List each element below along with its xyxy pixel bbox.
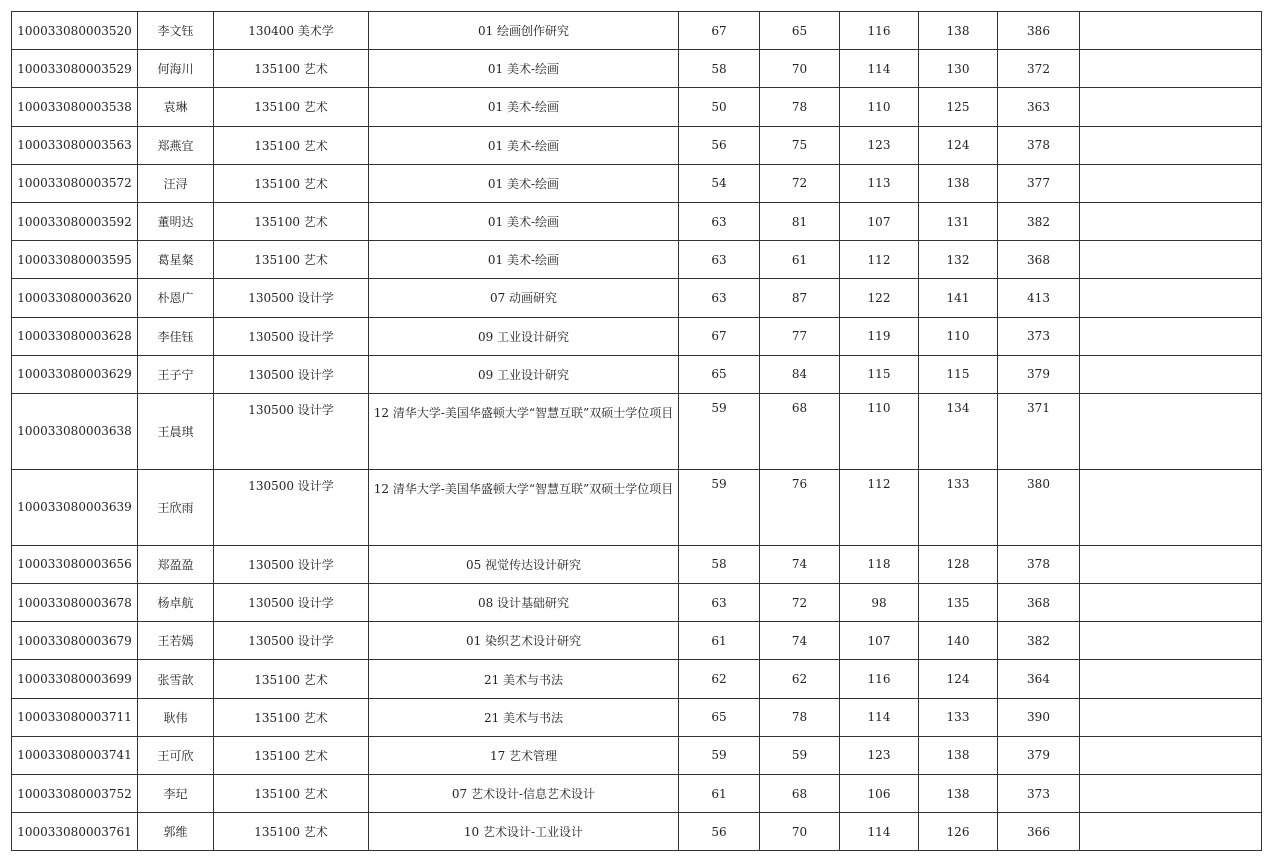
- major-cell: 135100 艺术: [214, 736, 369, 774]
- score4-cell: 132: [919, 241, 998, 279]
- name-cell: 董明达: [138, 202, 214, 240]
- score1-cell: 61: [679, 775, 760, 813]
- direction-cell: 01 美术-绘画: [369, 50, 679, 88]
- score2-cell: 87: [760, 279, 840, 317]
- score4-cell: 125: [919, 88, 998, 126]
- candidate-id-cell: 100033080003520: [12, 12, 138, 50]
- note-cell: [1080, 355, 1262, 393]
- direction-cell: 09 工业设计研究: [369, 317, 679, 355]
- score4-cell: 131: [919, 202, 998, 240]
- note-cell: [1080, 698, 1262, 736]
- note-cell: [1080, 393, 1262, 469]
- candidate-id-cell: 100033080003595: [12, 241, 138, 279]
- score3-cell: 115: [840, 355, 919, 393]
- score3-cell: 118: [840, 545, 919, 583]
- table-row: [12, 545, 1262, 583]
- name-cell: 王子宁: [138, 355, 214, 393]
- score3-cell: 123: [840, 126, 919, 164]
- note-cell: [1080, 736, 1262, 774]
- candidate-id-cell: 100033080003699: [12, 660, 138, 698]
- name-cell: 王欣雨: [138, 469, 214, 545]
- score1-cell: 56: [679, 126, 760, 164]
- total-score-cell: 378: [998, 545, 1080, 583]
- score1-cell: 63: [679, 584, 760, 622]
- direction-cell: 09 工业设计研究: [369, 355, 679, 393]
- score1-cell: 58: [679, 50, 760, 88]
- score4-cell: 133: [919, 469, 998, 545]
- name-cell: 耿伟: [138, 698, 214, 736]
- name-cell: 杨卓航: [138, 584, 214, 622]
- score2-cell: 75: [760, 126, 840, 164]
- score2-cell: 65: [760, 12, 840, 50]
- major-cell: 135100 艺术: [214, 50, 369, 88]
- score2-cell: 72: [760, 164, 840, 202]
- score3-cell: 123: [840, 736, 919, 774]
- score2-cell: 68: [760, 775, 840, 813]
- score4-cell: 138: [919, 12, 998, 50]
- name-cell: 葛星粲: [138, 241, 214, 279]
- candidate-id-cell: 100033080003656: [12, 545, 138, 583]
- score4-cell: 128: [919, 545, 998, 583]
- total-score-cell: 390: [998, 698, 1080, 736]
- score2-cell: 78: [760, 698, 840, 736]
- name-cell: 郭维: [138, 813, 214, 851]
- candidate-id-cell: 100033080003679: [12, 622, 138, 660]
- direction-cell: 01 美术-绘画: [369, 241, 679, 279]
- total-score-cell: 380: [998, 469, 1080, 545]
- score1-cell: 54: [679, 164, 760, 202]
- candidate-id-cell: 100033080003638: [12, 393, 138, 469]
- score3-cell: 106: [840, 775, 919, 813]
- table-row: [12, 126, 1262, 164]
- name-cell: 郑燕宜: [138, 126, 214, 164]
- note-cell: [1080, 775, 1262, 813]
- table-row: [12, 164, 1262, 202]
- total-score-cell: 368: [998, 584, 1080, 622]
- score2-cell: 74: [760, 622, 840, 660]
- direction-cell: 08 设计基础研究: [369, 584, 679, 622]
- note-cell: [1080, 50, 1262, 88]
- direction-cell: 12 清华大学-美国华盛顿大学“智慧互联”双硕士学位项目: [369, 469, 679, 545]
- score2-cell: 77: [760, 317, 840, 355]
- table-row: [12, 88, 1262, 126]
- total-score-cell: 371: [998, 393, 1080, 469]
- score3-cell: 107: [840, 622, 919, 660]
- name-cell: 王晨琪: [138, 393, 214, 469]
- direction-cell: 01 美术-绘画: [369, 88, 679, 126]
- name-cell: 张雪歆: [138, 660, 214, 698]
- score3-cell: 114: [840, 50, 919, 88]
- score2-cell: 68: [760, 393, 840, 469]
- score2-cell: 72: [760, 584, 840, 622]
- direction-cell: 21 美术与书法: [369, 660, 679, 698]
- total-score-cell: 364: [998, 660, 1080, 698]
- candidate-id-cell: 100033080003529: [12, 50, 138, 88]
- candidate-id-cell: 100033080003563: [12, 126, 138, 164]
- total-score-cell: 379: [998, 736, 1080, 774]
- total-score-cell: 413: [998, 279, 1080, 317]
- score4-cell: 124: [919, 126, 998, 164]
- major-cell: 130500 设计学: [214, 622, 369, 660]
- score4-cell: 124: [919, 660, 998, 698]
- score4-cell: 130: [919, 50, 998, 88]
- score1-cell: 58: [679, 545, 760, 583]
- table-row: [12, 622, 1262, 660]
- name-cell: 王若嫣: [138, 622, 214, 660]
- total-score-cell: 382: [998, 202, 1080, 240]
- name-cell: 朴恩广: [138, 279, 214, 317]
- note-cell: [1080, 241, 1262, 279]
- score2-cell: 62: [760, 660, 840, 698]
- name-cell: 李佳钰: [138, 317, 214, 355]
- table-row: [12, 813, 1262, 851]
- direction-cell: 07 艺术设计-信息艺术设计: [369, 775, 679, 813]
- direction-cell: 01 染织艺术设计研究: [369, 622, 679, 660]
- score1-cell: 67: [679, 12, 760, 50]
- score4-cell: 115: [919, 355, 998, 393]
- score1-cell: 63: [679, 202, 760, 240]
- score3-cell: 107: [840, 202, 919, 240]
- direction-cell: 21 美术与书法: [369, 698, 679, 736]
- table-row: [12, 698, 1262, 736]
- candidate-id-cell: 100033080003629: [12, 355, 138, 393]
- note-cell: [1080, 12, 1262, 50]
- major-cell: 130500 设计学: [214, 469, 369, 545]
- note-cell: [1080, 584, 1262, 622]
- score3-cell: 110: [840, 88, 919, 126]
- name-cell: 王可欣: [138, 736, 214, 774]
- score2-cell: 76: [760, 469, 840, 545]
- score4-cell: 126: [919, 813, 998, 851]
- major-cell: 130400 美术学: [214, 12, 369, 50]
- direction-cell: 05 视觉传达设计研究: [369, 545, 679, 583]
- score4-cell: 141: [919, 279, 998, 317]
- candidate-id-cell: 100033080003592: [12, 202, 138, 240]
- score1-cell: 65: [679, 355, 760, 393]
- candidate-id-cell: 100033080003678: [12, 584, 138, 622]
- name-cell: 李玘: [138, 775, 214, 813]
- score4-cell: 135: [919, 584, 998, 622]
- total-score-cell: 378: [998, 126, 1080, 164]
- table-row: [12, 317, 1262, 355]
- score-table: [11, 11, 1262, 851]
- score4-cell: 133: [919, 698, 998, 736]
- major-cell: 130500 设计学: [214, 355, 369, 393]
- major-cell: 135100 艺术: [214, 660, 369, 698]
- note-cell: [1080, 660, 1262, 698]
- score1-cell: 59: [679, 736, 760, 774]
- note-cell: [1080, 813, 1262, 851]
- name-cell: 郑盈盈: [138, 545, 214, 583]
- score3-cell: 114: [840, 813, 919, 851]
- score2-cell: 84: [760, 355, 840, 393]
- candidate-id-cell: 100033080003639: [12, 469, 138, 545]
- score3-cell: 114: [840, 698, 919, 736]
- major-cell: 130500 设计学: [214, 545, 369, 583]
- major-cell: 135100 艺术: [214, 126, 369, 164]
- table-row: [12, 393, 1262, 469]
- note-cell: [1080, 279, 1262, 317]
- score4-cell: 138: [919, 736, 998, 774]
- score2-cell: 74: [760, 545, 840, 583]
- score3-cell: 110: [840, 393, 919, 469]
- score1-cell: 61: [679, 622, 760, 660]
- note-cell: [1080, 126, 1262, 164]
- direction-cell: 01 美术-绘画: [369, 202, 679, 240]
- table-row: [12, 775, 1262, 813]
- candidate-id-cell: 100033080003741: [12, 736, 138, 774]
- candidate-id-cell: 100033080003572: [12, 164, 138, 202]
- major-cell: 135100 艺术: [214, 813, 369, 851]
- score2-cell: 81: [760, 202, 840, 240]
- note-cell: [1080, 88, 1262, 126]
- table-row: [12, 202, 1262, 240]
- note-cell: [1080, 622, 1262, 660]
- name-cell: 袁琳: [138, 88, 214, 126]
- total-score-cell: 373: [998, 775, 1080, 813]
- score1-cell: 59: [679, 393, 760, 469]
- direction-cell: 01 绘画创作研究: [369, 12, 679, 50]
- score3-cell: 113: [840, 164, 919, 202]
- table-row: [12, 584, 1262, 622]
- score4-cell: 140: [919, 622, 998, 660]
- score1-cell: 62: [679, 660, 760, 698]
- major-cell: 130500 设计学: [214, 317, 369, 355]
- score3-cell: 119: [840, 317, 919, 355]
- major-cell: 130500 设计学: [214, 279, 369, 317]
- note-cell: [1080, 317, 1262, 355]
- score4-cell: 138: [919, 775, 998, 813]
- score2-cell: 59: [760, 736, 840, 774]
- score1-cell: 50: [679, 88, 760, 126]
- total-score-cell: 382: [998, 622, 1080, 660]
- direction-cell: 12 清华大学-美国华盛顿大学“智慧互联”双硕士学位项目: [369, 393, 679, 469]
- major-cell: 135100 艺术: [214, 202, 369, 240]
- score3-cell: 116: [840, 660, 919, 698]
- score1-cell: 63: [679, 279, 760, 317]
- score4-cell: 110: [919, 317, 998, 355]
- table-body: [12, 12, 1262, 851]
- score2-cell: 78: [760, 88, 840, 126]
- name-cell: 何海川: [138, 50, 214, 88]
- candidate-id-cell: 100033080003628: [12, 317, 138, 355]
- candidate-id-cell: 100033080003538: [12, 88, 138, 126]
- score1-cell: 63: [679, 241, 760, 279]
- direction-cell: 17 艺术管理: [369, 736, 679, 774]
- total-score-cell: 379: [998, 355, 1080, 393]
- note-cell: [1080, 469, 1262, 545]
- table-row: [12, 279, 1262, 317]
- total-score-cell: 368: [998, 241, 1080, 279]
- total-score-cell: 386: [998, 12, 1080, 50]
- candidate-id-cell: 100033080003711: [12, 698, 138, 736]
- score3-cell: 116: [840, 12, 919, 50]
- major-cell: 135100 艺术: [214, 164, 369, 202]
- score4-cell: 138: [919, 164, 998, 202]
- table-row: [12, 241, 1262, 279]
- total-score-cell: 366: [998, 813, 1080, 851]
- score2-cell: 70: [760, 813, 840, 851]
- score3-cell: 112: [840, 469, 919, 545]
- score3-cell: 112: [840, 241, 919, 279]
- total-score-cell: 373: [998, 317, 1080, 355]
- score3-cell: 98: [840, 584, 919, 622]
- total-score-cell: 363: [998, 88, 1080, 126]
- score2-cell: 61: [760, 241, 840, 279]
- score1-cell: 59: [679, 469, 760, 545]
- direction-cell: 07 动画研究: [369, 279, 679, 317]
- major-cell: 130500 设计学: [214, 584, 369, 622]
- table-row: [12, 355, 1262, 393]
- table-row: [12, 50, 1262, 88]
- name-cell: 汪浔: [138, 164, 214, 202]
- major-cell: 135100 艺术: [214, 88, 369, 126]
- score1-cell: 56: [679, 813, 760, 851]
- direction-cell: 10 艺术设计-工业设计: [369, 813, 679, 851]
- total-score-cell: 377: [998, 164, 1080, 202]
- name-cell: 李文钰: [138, 12, 214, 50]
- note-cell: [1080, 545, 1262, 583]
- candidate-id-cell: 100033080003620: [12, 279, 138, 317]
- candidate-id-cell: 100033080003761: [12, 813, 138, 851]
- direction-cell: 01 美术-绘画: [369, 164, 679, 202]
- table-row: [12, 12, 1262, 50]
- total-score-cell: 372: [998, 50, 1080, 88]
- score1-cell: 65: [679, 698, 760, 736]
- table-row: [12, 469, 1262, 545]
- score1-cell: 67: [679, 317, 760, 355]
- candidate-id-cell: 100033080003752: [12, 775, 138, 813]
- table-row: [12, 660, 1262, 698]
- score3-cell: 122: [840, 279, 919, 317]
- note-cell: [1080, 164, 1262, 202]
- table-row: [12, 736, 1262, 774]
- score4-cell: 134: [919, 393, 998, 469]
- major-cell: 135100 艺术: [214, 775, 369, 813]
- major-cell: 135100 艺术: [214, 241, 369, 279]
- major-cell: 135100 艺术: [214, 698, 369, 736]
- note-cell: [1080, 202, 1262, 240]
- direction-cell: 01 美术-绘画: [369, 126, 679, 164]
- score2-cell: 70: [760, 50, 840, 88]
- major-cell: 130500 设计学: [214, 393, 369, 469]
